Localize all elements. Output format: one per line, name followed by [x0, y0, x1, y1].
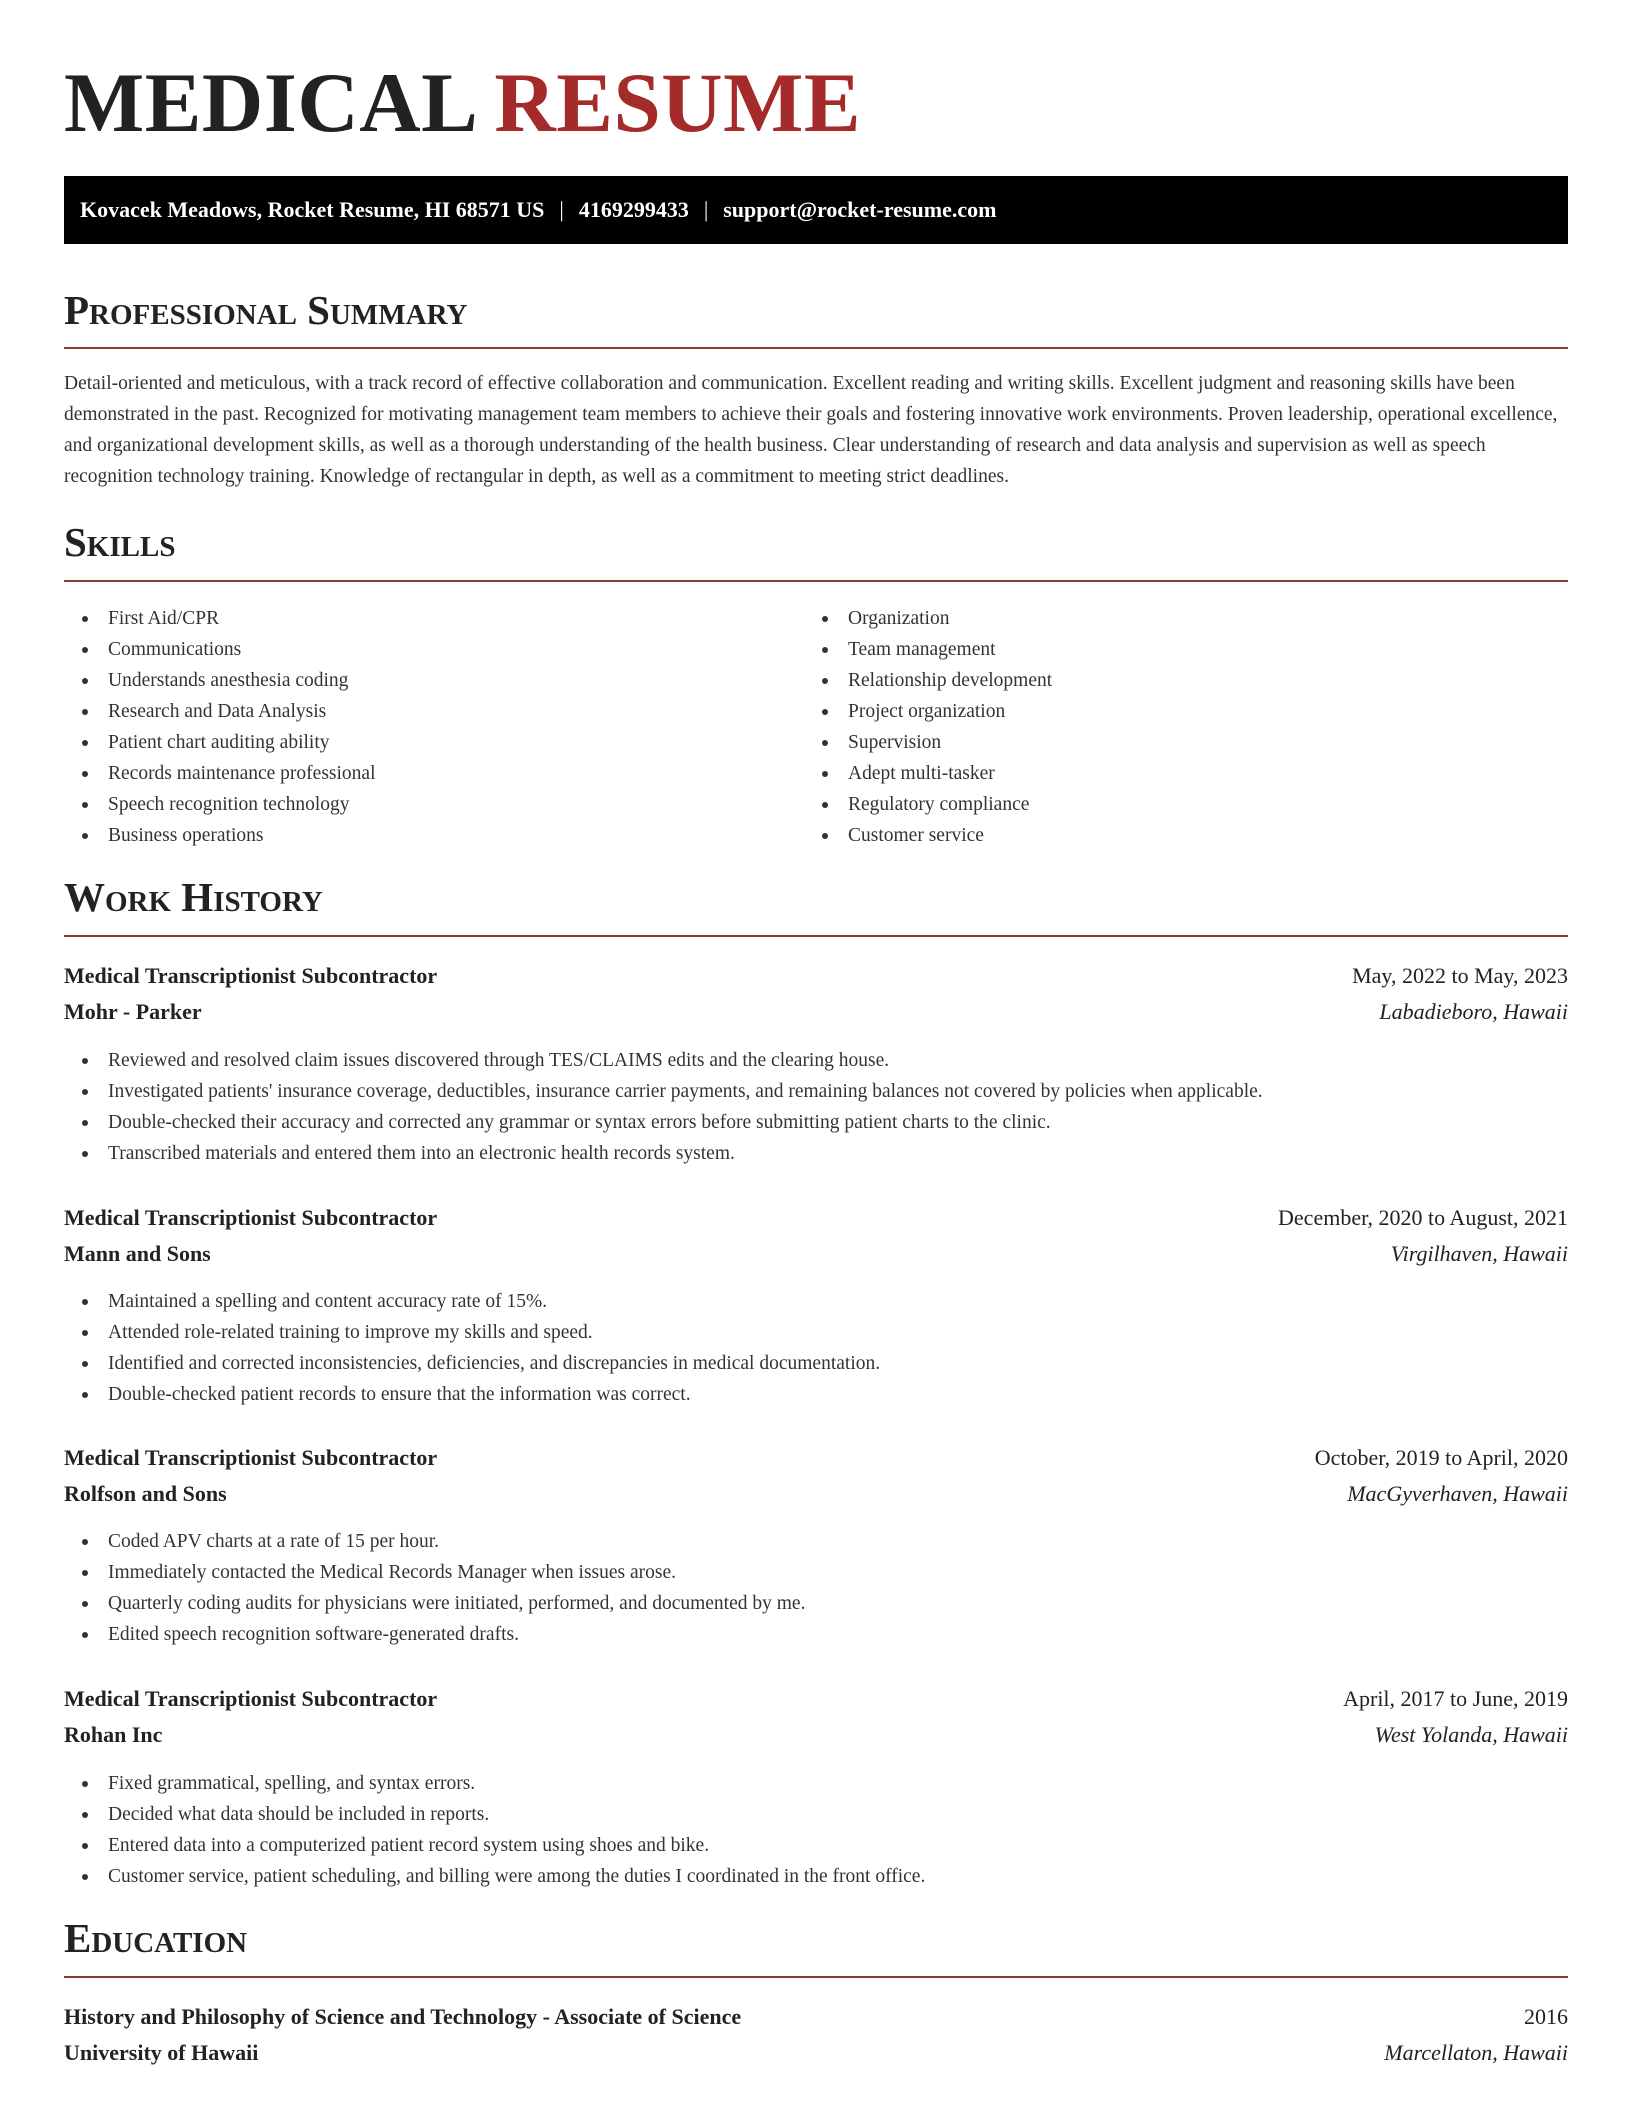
job-company: Rolfson and Sons	[64, 1481, 227, 1506]
job-bullets	[64, 1045, 1568, 1169]
contact-bar	[64, 176, 1568, 244]
contact-separator: |	[703, 197, 709, 222]
summary-text: Detail-oriented and meticulous, with a track record of effective collaboration and communication. Excellent reading and writing skills. Excellent judgment and reasoning skills have been demonstrated in the past. Recognized for motivating management team members to achieve their goals and fostering innovative work environments. Proven leadership, operational excellence, and organizational development skills, as well as a thorough understanding of the health business. Clear understanding of research and data analysis and supervision as well as speech recognition technology training. Knowledge of rectangular in depth, as well as a commitment to meeting strict deadlines.	[64, 373, 1558, 487]
job-bullet: Edited speech recognition software-generated drafts.	[64, 1619, 1568, 1650]
skill-item: Organization	[804, 603, 1052, 634]
job-title: Medical Transcriptionist Subcontractor	[64, 1445, 438, 1470]
job-dates: April, 2017 to June, 2019	[1343, 1686, 1568, 1711]
job-bullet: Coded APV charts at a rate of 15 per hour.	[64, 1526, 1568, 1557]
summary-heading: Professional Summary	[64, 287, 468, 333]
education-year: 2016	[1524, 2004, 1568, 2029]
skill-item: Business operations	[64, 820, 376, 851]
contact-separator: |	[559, 197, 564, 222]
job-bullets	[64, 1286, 1568, 1410]
skill-item: Supervision	[804, 727, 1052, 758]
section-divider	[64, 935, 1568, 937]
job-bullet: Double-checked their accuracy and corrected any grammar or syntax errors before submitting patient charts to the clinic.	[64, 1107, 1568, 1138]
skill-item: Patient chart auditing ability	[64, 727, 376, 758]
job-bullet: Investigated patients' insurance coverage, deductibles, insurance carrier payments, and remaining balances not covered by policies when applicable.	[64, 1076, 1568, 1107]
job-bullets	[64, 1768, 1568, 1892]
skill-item: Records maintenance professional	[64, 758, 376, 789]
job-header-row	[64, 1440, 1568, 1476]
job-header-row	[64, 1681, 1568, 1717]
section-divider	[64, 1976, 1568, 1978]
job-title: Medical Transcriptionist Subcontractor	[64, 963, 438, 988]
skill-item: Project organization	[804, 696, 1052, 727]
job-bullet: Quarterly coding audits for physicians were initiated, performed, and documented by me.	[64, 1588, 1568, 1619]
job-location: Labadieboro, Hawaii	[1379, 999, 1568, 1024]
title-medical: MEDICAL	[64, 56, 479, 150]
work-heading: Work History	[64, 874, 323, 920]
job-company: Mann and Sons	[64, 1241, 211, 1266]
skill-item: Customer service	[804, 820, 1052, 851]
skill-item: Research and Data Analysis	[64, 696, 376, 727]
education-degree: History and Philosophy of Science and Technology - Associate of Science	[64, 2004, 742, 2029]
skill-item: Speech recognition technology	[64, 789, 376, 820]
education-school: University of Hawaii	[64, 2040, 259, 2065]
skill-item: First Aid/CPR	[64, 603, 376, 634]
skills-list-right	[804, 603, 1052, 851]
job-bullet: Double-checked patient records to ensure that the information was correct.	[64, 1379, 1568, 1410]
skill-item: Relationship development	[804, 665, 1052, 696]
job-company-row	[64, 1236, 1568, 1272]
job-dates: December, 2020 to August, 2021	[1278, 1205, 1568, 1230]
contact-address: Kovacek Meadows, Rocket Resume, HI 68571 US	[80, 197, 545, 222]
job-company: Rohan Inc	[64, 1722, 163, 1747]
skill-item: Team management	[804, 634, 1052, 665]
education-school-row	[64, 2035, 1568, 2071]
job-company: Mohr - Parker	[64, 999, 202, 1024]
skill-item: Regulatory compliance	[804, 789, 1052, 820]
job-bullet: Customer service, patient scheduling, and billing were among the duties I coordinated in the front office.	[64, 1861, 1568, 1892]
job-title: Medical Transcriptionist Subcontractor	[64, 1205, 438, 1230]
section-divider	[64, 347, 1568, 349]
education-degree-row	[64, 1999, 1568, 2035]
job-location: MacGyverhaven, Hawaii	[1347, 1481, 1568, 1506]
job-bullet: Fixed grammatical, spelling, and syntax errors.	[64, 1768, 1568, 1799]
job-bullet: Decided what data should be included in reports.	[64, 1799, 1568, 1830]
job-dates: October, 2019 to April, 2020	[1314, 1445, 1568, 1470]
job-location: West Yolanda, Hawaii	[1374, 1722, 1568, 1747]
job-bullet: Transcribed materials and entered them into an electronic health records system.	[64, 1138, 1568, 1169]
job-location: Virgilhaven, Hawaii	[1390, 1241, 1568, 1266]
job-bullet: Maintained a spelling and content accuracy rate of 15%.	[64, 1286, 1568, 1317]
skill-item: Communications	[64, 634, 376, 665]
skill-item: Understands anesthesia coding	[64, 665, 376, 696]
skill-item: Adept multi-tasker	[804, 758, 1052, 789]
job-title: Medical Transcriptionist Subcontractor	[64, 1686, 438, 1711]
education-location: Marcellaton, Hawaii	[1384, 2040, 1568, 2065]
contact-email[interactable]: support@rocket-resume.com	[723, 197, 997, 222]
job-bullet: Reviewed and resolved claim issues discovered through TES/CLAIMS edits and the clearing house.	[64, 1045, 1568, 1076]
job-company-row	[64, 1717, 1568, 1753]
job-header-row	[64, 1200, 1568, 1236]
skills-list-left	[64, 603, 376, 851]
job-bullets	[64, 1526, 1568, 1650]
section-divider	[64, 580, 1568, 582]
title-resume: RESUME	[494, 56, 862, 150]
job-header-row	[64, 958, 1568, 994]
job-bullet: Immediately contacted the Medical Records Manager when issues arose.	[64, 1557, 1568, 1588]
job-dates: May, 2022 to May, 2023	[1352, 963, 1568, 988]
contact-phone[interactable]: 4169299433	[578, 197, 689, 222]
job-company-row	[64, 994, 1568, 1030]
job-bullet: Identified and corrected inconsistencies, deficiencies, and discrepancies in medical documentation.	[64, 1348, 1568, 1379]
job-company-row	[64, 1476, 1568, 1512]
job-bullet: Entered data into a computerized patient record system using shoes and bike.	[64, 1830, 1568, 1861]
education-heading: Education	[64, 1915, 248, 1961]
job-bullet: Attended role-related training to improve my skills and speed.	[64, 1317, 1568, 1348]
skills-heading: Skills	[64, 519, 176, 565]
resume-title	[64, 58, 861, 148]
